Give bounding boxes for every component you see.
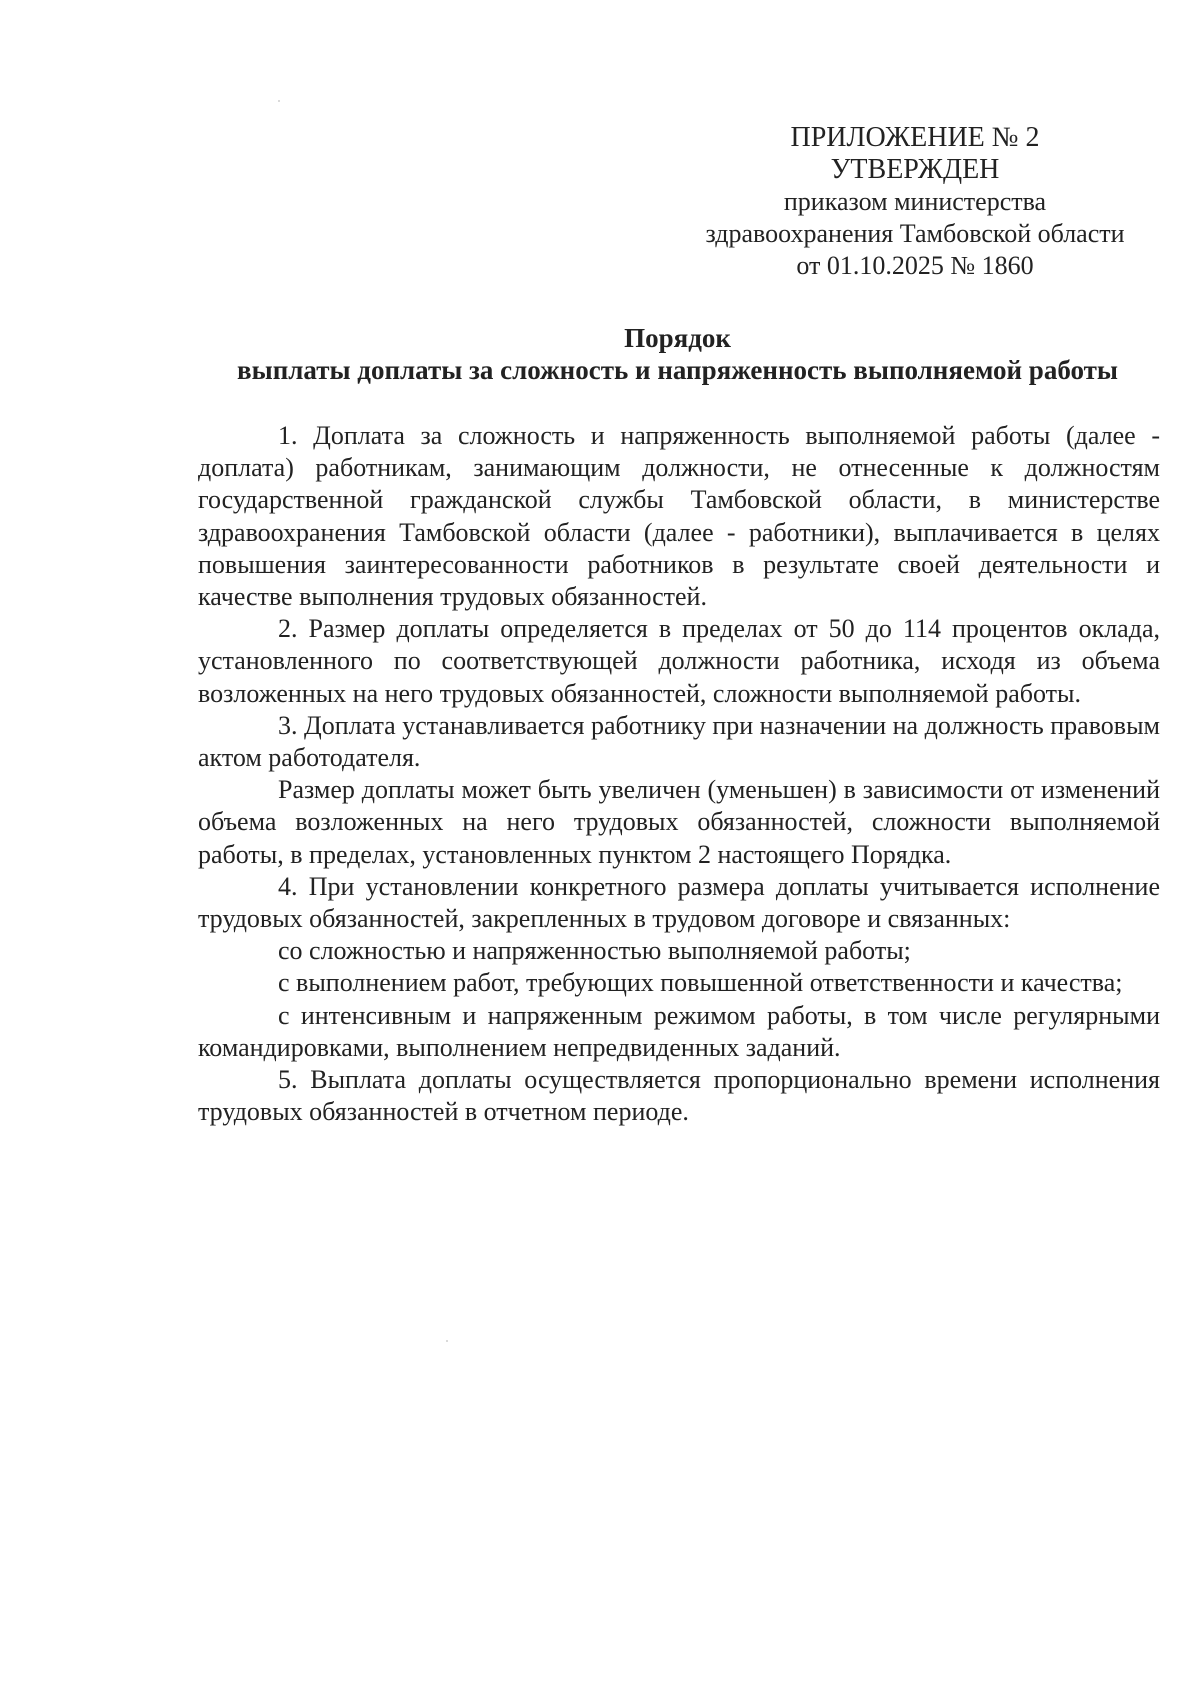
scan-speck: [278, 100, 280, 102]
title-line-1: Порядок: [624, 323, 731, 353]
order-line-1: приказом министерства: [783, 187, 1047, 216]
annex-number: ПРИЛОЖЕНИЕ № 2: [790, 122, 1040, 153]
order-line-3: от 01.10.2025 № 1860: [796, 251, 1034, 280]
order-line-2: здравоохранения Тамбовской области: [705, 219, 1125, 248]
paragraph-3: 3. Доплата устанавливается работнику при назначении на должность правовым актом работодателя.: [198, 710, 1160, 773]
paragraph-4: 4. При установлении конкретного размера доплаты учитывается исполнение трудовых обязанностей, закрепленных в трудовом договоре и связанных:: [198, 871, 1160, 934]
title-line-2: выплаты доплаты за сложность и напряженность выполняемой работы: [237, 355, 1118, 385]
paragraph-2: 2. Размер доплаты определяется в пределах от 50 до 114 процентов оклада, установленного по соответствующей должности работника, исходя из объема возложенных на него трудовых обязанностей, сложности выполняемой работы.: [198, 614, 1160, 708]
paragraph-5: 5. Выплата доплаты осуществляется пропорционально времени исполнения трудовых обязанностей в отчетном периоде.: [198, 1065, 1160, 1127]
scan-speck: [446, 1340, 448, 1342]
approved-label: УТВЕРЖДЕН: [830, 154, 1000, 185]
approval-header: [650, 122, 1180, 282]
paragraph-4-item-2: с выполнением работ, требующих повышенной ответственности и качества;: [278, 968, 1123, 998]
document-title: [190, 322, 1165, 386]
paragraph-3-continuation: Размер доплаты может быть увеличен (уменьшен) в зависимости от изменений объема возложенных на него трудовых обязанностей, сложности выполняемой работы, в пределах, установленных пунктом 2 настоящего Порядка.: [198, 775, 1160, 869]
document-body: [198, 420, 1160, 1128]
paragraph-4-item-3: с интенсивным и напряженным режимом работы, в том числе регулярными командировками, выполнением непредвиденных заданий.: [198, 1000, 1160, 1062]
paragraph-4-item-1: со сложностью и напряженностью выполняемой работы;: [278, 936, 911, 966]
paragraph-1: 1. Доплата за сложность и напряженность выполняемой работы (далее - доплата) работникам, занимающим должности, не отнесенные к должностям государственной гражданской службы Тамбовской области, в министерстве здравоохранения Тамбовской области (далее - работники), выплачивается в целях повышения заинтересованности работников в результате своей деятельности и качестве выполнения трудовых обязанностей.: [198, 421, 1160, 612]
